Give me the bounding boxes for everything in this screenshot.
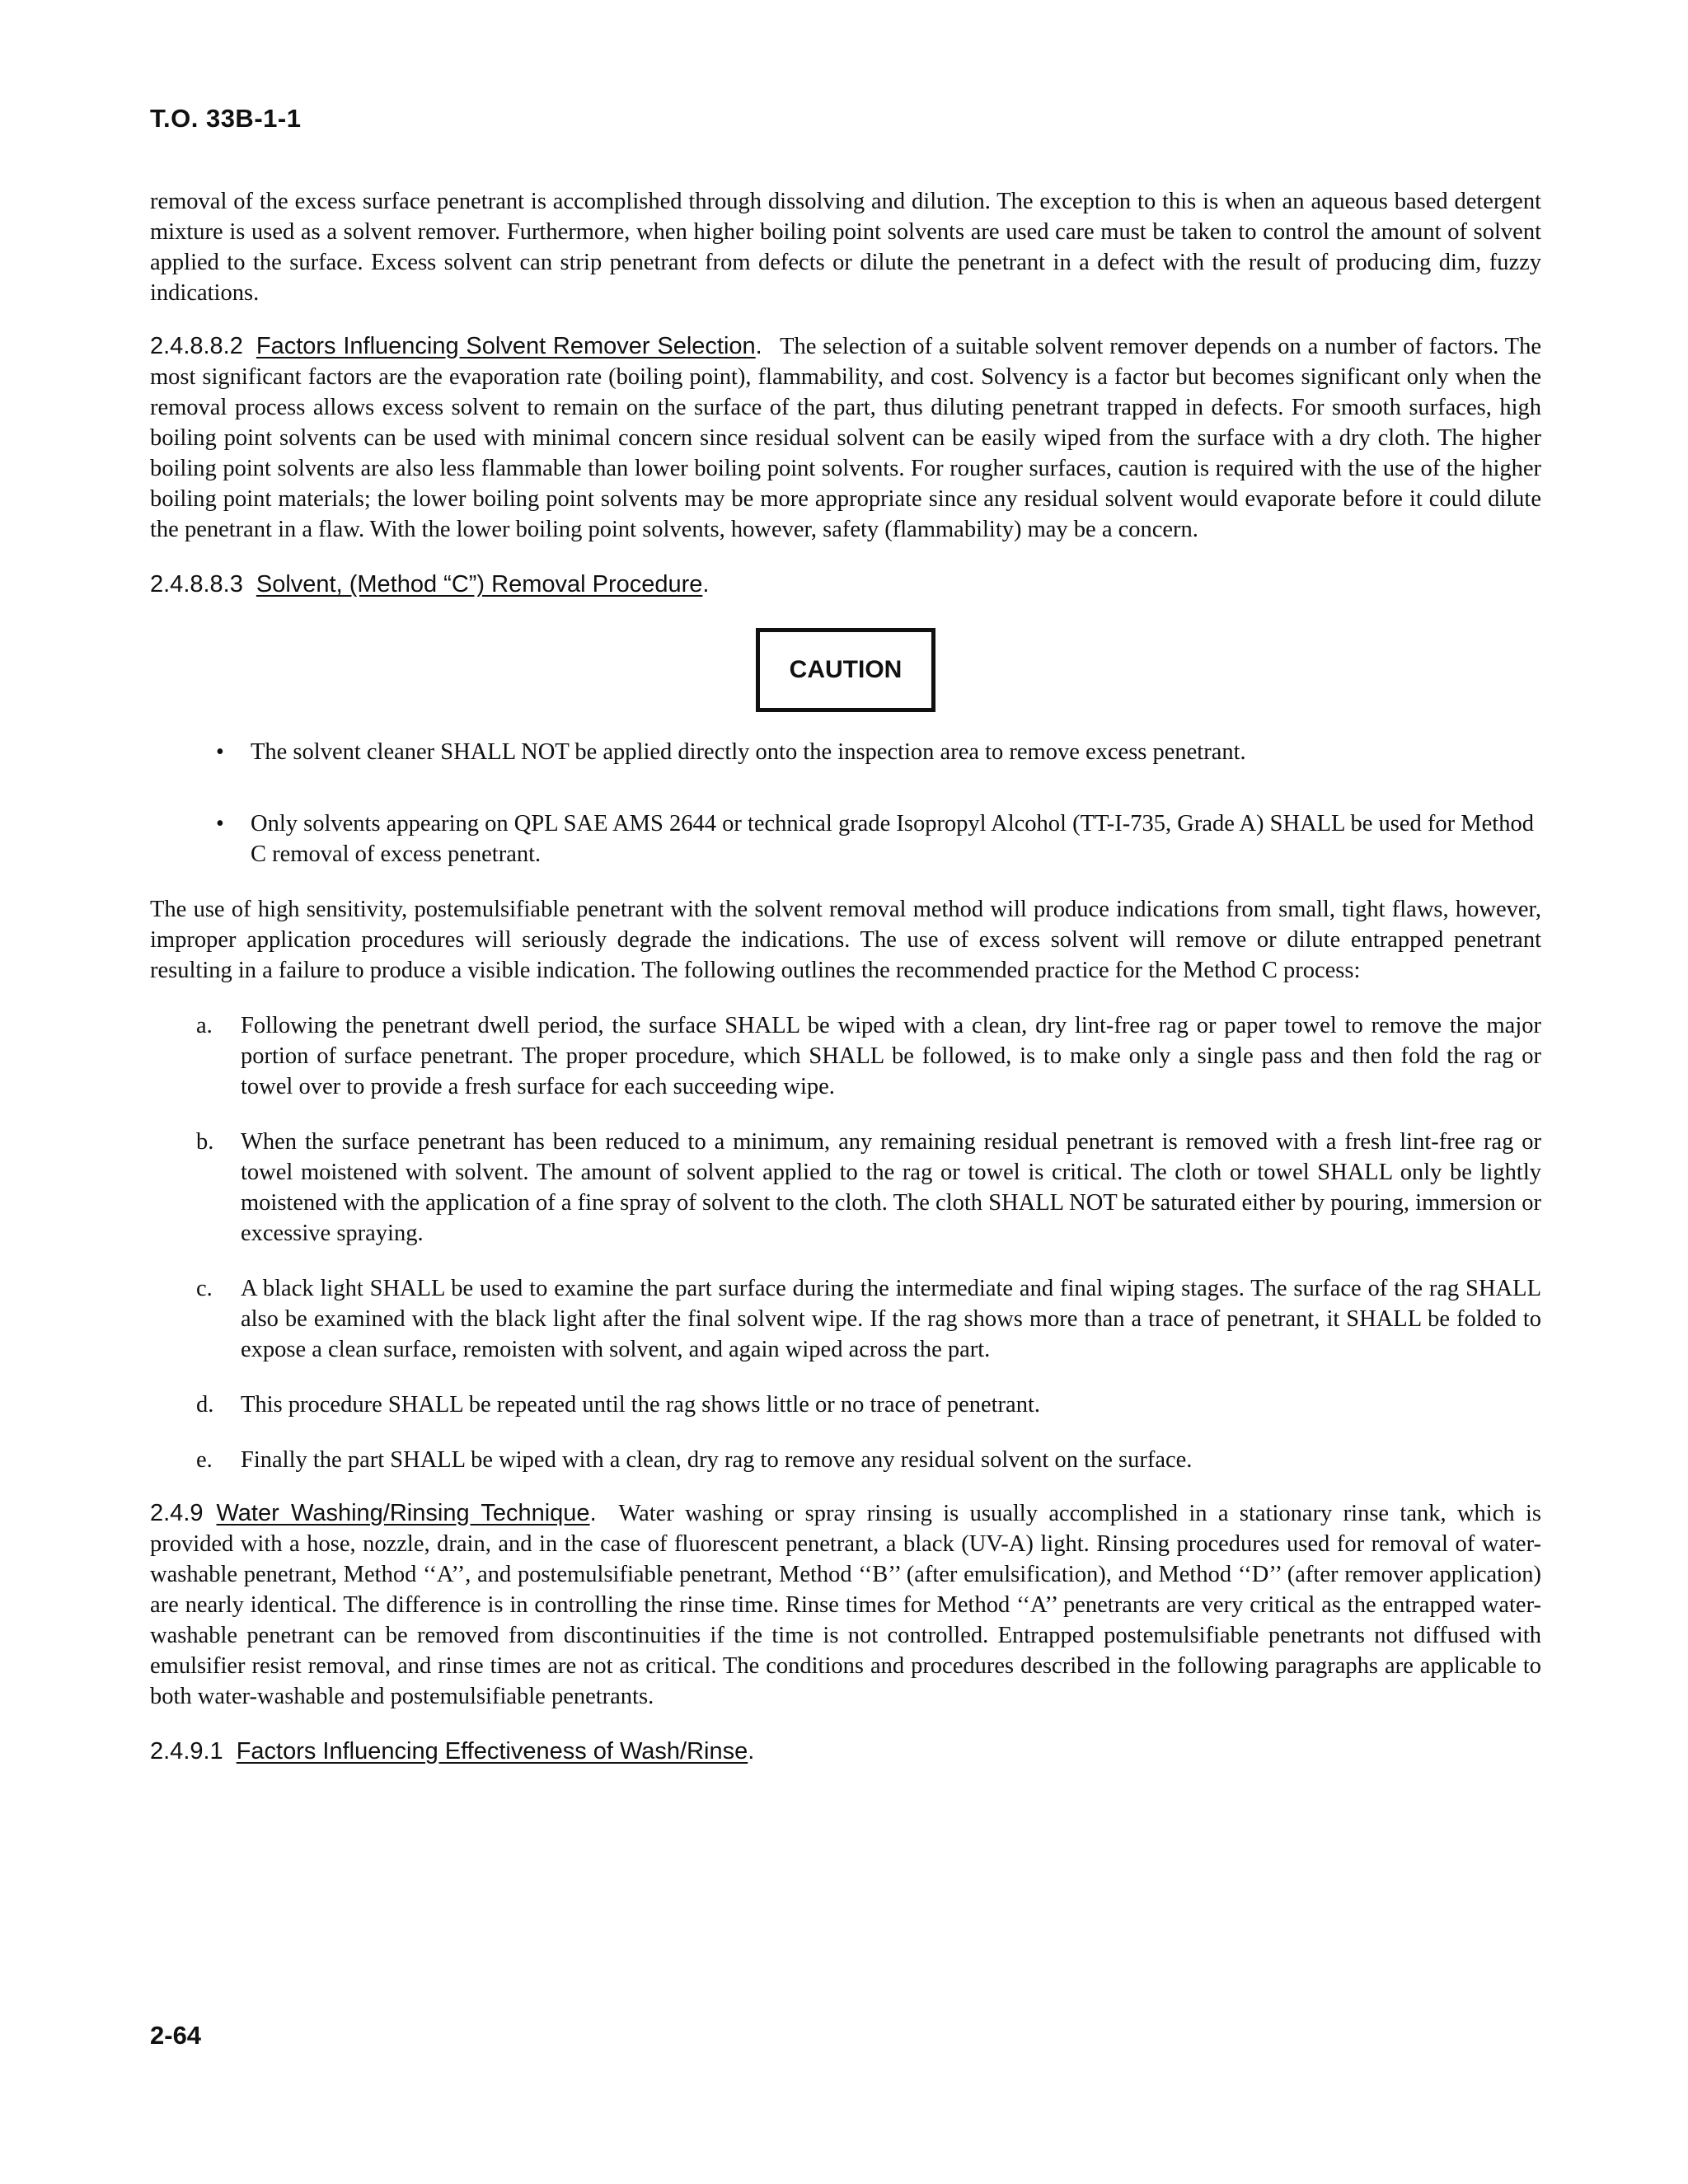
step-letter: d. bbox=[196, 1392, 214, 1418]
caution-list bbox=[150, 737, 1541, 869]
intro-paragraph: removal of the excess surface penetrant is accomplished through dissolving and dilution. The exception to this is when an aqueous based detergent mixture is used as a solvent remover. Furthermore, when higher boiling point solvents are used care must be taken to control the amount of solvent applied to the surface. Excess solvent can strip penetrant from defects or dilute the penetrant in a defect with the result of producing dim, fuzzy indications. bbox=[150, 189, 1541, 306]
section-title: Factors Influencing Solvent Remover Selection bbox=[256, 333, 756, 359]
section-text: Water washing or spray rinsing is usually accomplished in a stationary rinse tank, which is provided with a hose, nozzle, drain, and in the case of fluorescent penetrant, a black (UV-A) light. Rinsing procedures used for removal of water-washable penetrant, Method ‘‘A’’, and postemulsifiable penetrant, Method ‘‘B’’ (after emulsification), and Method ‘‘D’’ (after remover application) are nearly identical. The difference is in controlling the rinse time. Rinse times for Method ‘‘A’’ penetrants are very critical as the entrapped water-washable penetrant can be removed from discontinuities if the time is not controlled. Entrapped postemulsifiable penetrants not diffused with emulsifier resist removal, and rinse times are not as critical. The conditions and procedures described in the following paragraphs are applicable to both water-washable and postemulsifiable penetrants. bbox=[150, 1501, 1541, 1709]
caution-item bbox=[150, 808, 1541, 869]
step-spacer bbox=[150, 1102, 1541, 1127]
document-number: T.O. 33B-1-1 bbox=[150, 104, 302, 133]
step-letter: b. bbox=[196, 1129, 214, 1155]
section-2-4-9-1 bbox=[150, 1736, 1541, 1767]
bullet-icon: • bbox=[216, 811, 224, 837]
document-body bbox=[150, 186, 1541, 1767]
section-title: Water Washing/Rinsing Technique bbox=[216, 1500, 590, 1526]
step-letter: c. bbox=[196, 1276, 213, 1301]
step-text: When the surface penetrant has been reduced to a minimum, any remaining residual penetrant is removed with a fresh lint-free rag or towel moistened with solvent. The amount of solvent applied to the rag or towel is critical. The cloth or towel SHALL only be lightly moistened with the application of a fine spray of solvent to the cloth. The cloth SHALL NOT be saturated either by pouring, immersion or excessive spraying. bbox=[241, 1129, 1541, 1246]
section-2-4-9 bbox=[150, 1498, 1541, 1712]
step-text: Finally the part SHALL be wiped with a clean, dry rag to remove any residual solvent on the surface. bbox=[241, 1447, 1193, 1473]
section-title: Factors Influencing Effectiveness of Wash/Rinse bbox=[236, 1738, 748, 1765]
section-title-period: . bbox=[755, 333, 762, 359]
procedure-step bbox=[150, 1010, 1541, 1102]
caution-item bbox=[150, 737, 1541, 767]
section-title-period: . bbox=[702, 571, 710, 598]
procedure-step bbox=[150, 1273, 1541, 1365]
bullet-icon: • bbox=[216, 739, 224, 765]
section-2-4-8-8-3 bbox=[150, 569, 1541, 600]
procedure-step bbox=[150, 1390, 1541, 1420]
page-number: 2-64 bbox=[150, 2021, 202, 2050]
section-number: 2.4.9.1 bbox=[150, 1738, 223, 1765]
section-text: The selection of a suitable solvent remover depends on a number of factors. The most significant factors are the evaporation rate (boiling point), flammability, and cost. Solvency is a factor but becomes significant only when the removal process allows excess solvent to remain on the surface of the part, thus diluting penetrant trapped in defects. For smooth surfaces, high boiling point solvents can be used with minimal concern since residual solvent can be easily wiped from the surface with a dry cloth. The higher boiling point solvents are also less flammable than lower boiling point solvents. For rougher surfaces, caution is required with the use of the higher boiling point materials; the lower boiling point solvents may be more appropriate since any residual solvent would evaporate before it could dilute the penetrant in a flaw. With the lower boiling point solvents, however, safety (flammability) may be a concern. bbox=[150, 334, 1541, 542]
section-2-4-8-8-2 bbox=[150, 331, 1541, 545]
procedure-step bbox=[150, 1445, 1541, 1475]
step-text: A black light SHALL be used to examine the part surface during the intermediate and final wiping stages. The surface of the rag SHALL also be examined with the black light after the final solvent wipe. If the rag shows more than a trace of penetrant, it SHALL be folded to expose a clean surface, remoisten with solvent, and again wiped across the part. bbox=[241, 1276, 1541, 1362]
section-title: Solvent, (Method “C”) Removal Procedure bbox=[256, 571, 703, 598]
step-letter: a. bbox=[196, 1013, 213, 1038]
caution-item-text: Only solvents appearing on QPL SAE AMS 2644 or technical grade Isopropyl Alcohol (TT-I-735, Grade A) SHALL be used for Method C removal of excess penetrant. bbox=[251, 811, 1534, 867]
procedure-step bbox=[150, 1127, 1541, 1249]
section-number: 2.4.8.8.3 bbox=[150, 571, 243, 598]
step-spacer bbox=[150, 1249, 1541, 1273]
step-spacer bbox=[150, 1420, 1541, 1445]
caution-container bbox=[150, 628, 1541, 712]
procedure-steps bbox=[150, 1010, 1541, 1475]
step-text: Following the penetrant dwell period, the surface SHALL be wiped with a clean, dry lint-free rag or paper towel to remove the major portion of surface penetrant. The proper procedure, which SHALL be followed, is to make only a single pass and then fold the rag or towel over to provide a fresh surface for each succeeding wipe. bbox=[241, 1013, 1541, 1099]
section-number: 2.4.9 bbox=[150, 1500, 204, 1526]
step-letter: e. bbox=[196, 1447, 213, 1473]
step-text: This procedure SHALL be repeated until the rag shows little or no trace of penetrant. bbox=[241, 1392, 1040, 1418]
caution-box: CAUTION bbox=[756, 628, 935, 712]
caution-item-text: The solvent cleaner SHALL NOT be applied directly onto the inspection area to remove excess penetrant. bbox=[251, 739, 1246, 765]
step-spacer bbox=[150, 1365, 1541, 1390]
section-title-period: . bbox=[748, 1738, 755, 1765]
method-c-paragraph: The use of high sensitivity, postemulsifiable penetrant with the solvent removal method will produce indications from small, tight flaws, however, improper application procedures will seriously degrade the indications. The use of excess solvent will remove or dilute entrapped penetrant resulting in a failure to produce a visible indication. The following outlines the recommended practice for the Method C process: bbox=[150, 897, 1541, 983]
bullet-spacer bbox=[150, 767, 1541, 808]
section-number: 2.4.8.8.2 bbox=[150, 333, 243, 359]
section-title-period: . bbox=[589, 1500, 597, 1526]
